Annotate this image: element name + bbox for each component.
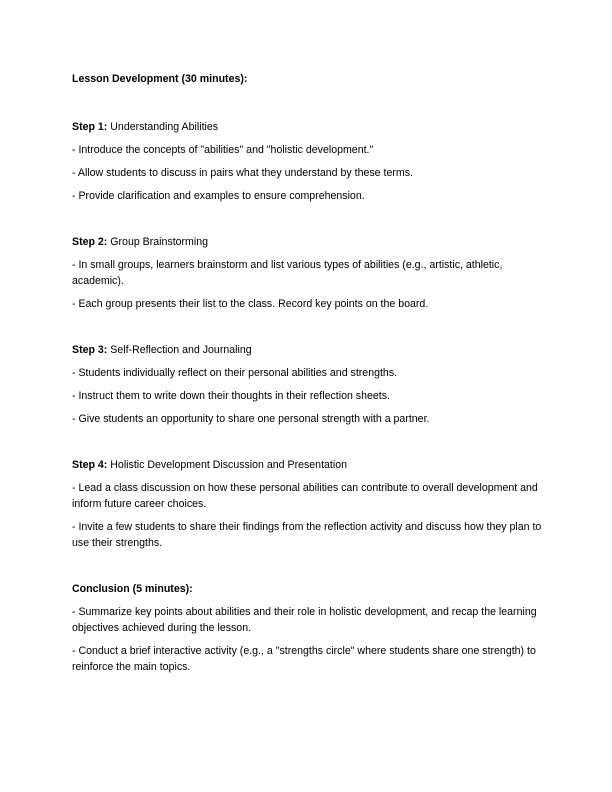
step-3-item-1: - Students individually reflect on their personal abilities and strengths. xyxy=(72,367,398,379)
step-1-section xyxy=(72,120,542,204)
step-2-title xyxy=(72,235,542,250)
step-4-item-2: - Invite a few students to share their findings from the reflection activity and discuss how they plan to use their strengths. xyxy=(72,521,542,549)
step-4-section xyxy=(72,458,542,551)
step-3-item-2: - Instruct them to write down their thoughts in their reflection sheets. xyxy=(72,390,390,402)
lesson-development-heading: Lesson Development (30 minutes): xyxy=(72,73,248,85)
conclusion-section xyxy=(72,582,542,675)
step-2-item-1: - In small groups, learners brainstorm and list various types of abilities (e.g., artistic, athletic, academic). xyxy=(72,259,503,287)
document-page xyxy=(72,62,542,675)
step-1-item-1: - Introduce the concepts of "abilities" and "holistic development." xyxy=(72,144,374,156)
conclusion-item-2: - Conduct a brief interactive activity (e.g., a "strengths circle" where students share one strength) to reinforce the main topics. xyxy=(72,645,536,673)
step-3-title-text: Self-Reflection and Journaling xyxy=(110,344,252,356)
conclusion-item-1: - Summarize key points about abilities and their role in holistic development, and recap the learning objectives achieved during the lesson. xyxy=(72,606,537,634)
step-4-title xyxy=(72,458,542,473)
step-1-item-2: - Allow students to discuss in pairs what they understand by these terms. xyxy=(72,167,413,179)
step-3-label: Step 3: xyxy=(72,344,108,356)
step-3-title xyxy=(72,343,542,358)
step-1-label: Step 1: xyxy=(72,121,108,133)
step-2-item-2: - Each group presents their list to the class. Record key points on the board. xyxy=(72,298,429,310)
step-1-title-text: Understanding Abilities xyxy=(110,121,219,133)
step-3-item-3: - Give students an opportunity to share one personal strength with a partner. xyxy=(72,413,430,425)
step-1-title xyxy=(72,120,542,135)
step-1-item-3: - Provide clarification and examples to ensure comprehension. xyxy=(72,190,365,202)
step-3-section xyxy=(72,343,542,427)
conclusion-heading: Conclusion (5 minutes): xyxy=(72,583,193,595)
step-4-title-text: Holistic Development Discussion and Presentation xyxy=(110,459,347,471)
step-2-title-text: Group Brainstorming xyxy=(110,236,209,248)
step-2-label: Step 2: xyxy=(72,236,108,248)
step-2-section xyxy=(72,235,542,312)
step-4-label: Step 4: xyxy=(72,459,108,471)
step-4-item-1: - Lead a class discussion on how these personal abilities can contribute to overall development and inform future career choices. xyxy=(72,482,538,510)
